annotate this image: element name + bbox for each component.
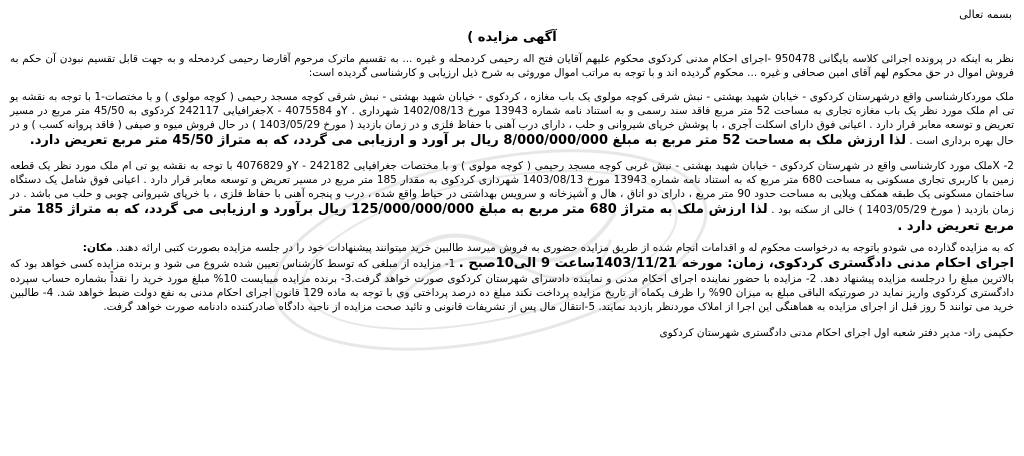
- auction-intro: [10, 241, 1014, 255]
- auction-details: [10, 255, 1014, 314]
- auction-time-place: اجرای احکام مدنی دادگستری کردکوی، زمان: مورخه 1403/11/21ساعت 9 الی10صبح .: [458, 256, 1015, 271]
- intro-paragraph: نظر به اینکه در پرونده اجرائی کلاسه بایگانی 950478 -اجرای احکام مدنی کردکوی محکوم علیهم آقایان فتح اله رحیمی کردمحله و غیره ... به تقسیم ماترک مرحوم آقارضا رحیمی کردمحله و به جهت قابل تقسیم نبودن آن حکم به فروش اموال در حق محکوم لهم آقای امین صحافی و غیره ... محکوم گردیده اند و با توجه به مراتب اموال موروثی به شرح ذیل ارزیابی و کارشناسی گردیده است:: [10, 53, 1015, 79]
- property-2-text: 2- Xملک مورد کارشناسی واقع در شهرستان کردکوی - خیابان شهید بهشتی - نبش غربی کوچه مسجد رحیمی ( کوچه مولوی ) و با مختصات جغرافیایی 242182 - Yو 4076829 با توجه به نقشه یو تی ام ملک مورد نظر یک قطعه زمین با کاربری تجاری مسکونی به مساحت 680 متر مربع که به استناد نامه شماره 13943 مورخ 1403/08/13 شهرداری کردکوی به مقدار 185 متر مربع در مسیر تعریض و توسعه معابر قرار دارد . اعیانی فوق شامل یک دستگاه ساختمان مسکونی یک طبقه همکف ویلایی به مساحت حدود 90 متر مربع ، دارای دو اتاق ، هال و آشپزخانه و سرویس بهداشتی در حیاط واقع شده ، درب و پنجره آهنی با حفاظ فلزی ، با خرپای شیروانی چوبی و حلب می باشد . در زمان بازدید ( مورخ 1403/05/29 ) خالی از سکنه بود .: [10, 160, 1015, 216]
- property-1-description: [10, 90, 1014, 149]
- signature-line: حکیمی راد- مدیر دفتر شعبه اول اجرای احکام مدنی دادگستری شهرستان کردکوی: [659, 327, 1014, 339]
- basmala-text: بسمه تعالی: [959, 8, 1012, 21]
- property-2-description: [10, 159, 1014, 235]
- auction-intro-text: که به مزایده گذارده می شودو باتوجه به درخواست محکوم له و اقدامات انجام شده از طریق مزایده حضوری به فروش میرسد طالبین خرید میتوانند پیشنهادات خود را در جلسه مزایده بصورت کتبی ارائه دهند.: [115, 242, 1014, 254]
- property-2-valuation: لذا ارزش ملک به متراژ 680 متر مربع به مبلغ 125/000/000/000 ریال برآورد و ارزیابی می گردد، که به متراژ 185 متر مربع تعریض دارد .: [10, 202, 1014, 234]
- property-1-text: ملک موردکارشناسی واقع درشهرستان کردکوی - خیابان شهید بهشتی - نبش شرقی کوچه مولوی یک باب مغازه ، کردکوی - خیابان شهید بهشتی - نبش شرقی کوچه مسجد رحیمی ( کوچه مولوی ) و با مختصات-1 با توجه به نقشه یو تی ام ملک مورد نظر یک باب مغازه تجاری به مساحت 52 متر مربع فاقد سند رسمی و به استناد نامه شماره 13943 مورخ 1402/08/13 شهرداری . Yو 4075584 - Xجغرافیایی 242117 کردکوی به 45/50 متر مربع در مسیر تعریض و توسعه معابر قرار دارد . اعیانی فوق دارای اسکلت آجری ، با پوشش خرپای شیروانی و حلب ، دارای درب آهنی با حفاظ فلزی و در زمان بازدید ( مورخ 1403/05/29 ) در حال فروش میوه و صیفی ( فاقد پروانه کسب ) و در حال بهره برداری است .: [10, 91, 1014, 147]
- auction-place-label: مکان:: [82, 242, 113, 254]
- auction-conditions: 1- مزایده از مبلغی که توسط کارشناس تعیین شده شروع می شود و برنده مزایده کسی خواهد بود که بالاترین مبلغ را درجلسه مزایده پیشنهاد دهد. 2- مزایده با حضور نماینده اجرای احکام مدنی و نماینده دادسرای شهرستان کردکوی صورت خواهد گرفت.3- برنده مزایده میبایست 10% مبلغ مورد خرید را نقداً بشماره حساب سپرده دادگستری کردکوی واریز نماید در صورتیکه الباقی مبلغ به میزان 90% را ظرف یکماه از تاریخ مزایده پرداخت نکند مبلغ ده درصد پرداختی وی با توجه به ماده 129 قانون اجرای احکام مدنی به نفع دولت ضبط خواهد شد. 4- طالبین خرید می توانند 5 روز قبل از اجرای مزایده به هماهنگی این اجرا از املاک موردنظر بازدید نمایند. 5-انتقال مال پس از تشریفات قانونی و تائید صحت مزایده از ناحیه دادگاه صادرکننده دادنامه صورت خواهد گرفت.: [10, 258, 1014, 313]
- notice-title: آگهی مزایده ): [467, 30, 557, 45]
- property-1-valuation: لذا ارزش ملک به مساحت 52 متر مربع به مبلغ 8/000/000/000 ریال بر آورد و ارزیابی می گردد، که به متراژ 45/50 متر مربع تعریض دارد.: [29, 133, 906, 148]
